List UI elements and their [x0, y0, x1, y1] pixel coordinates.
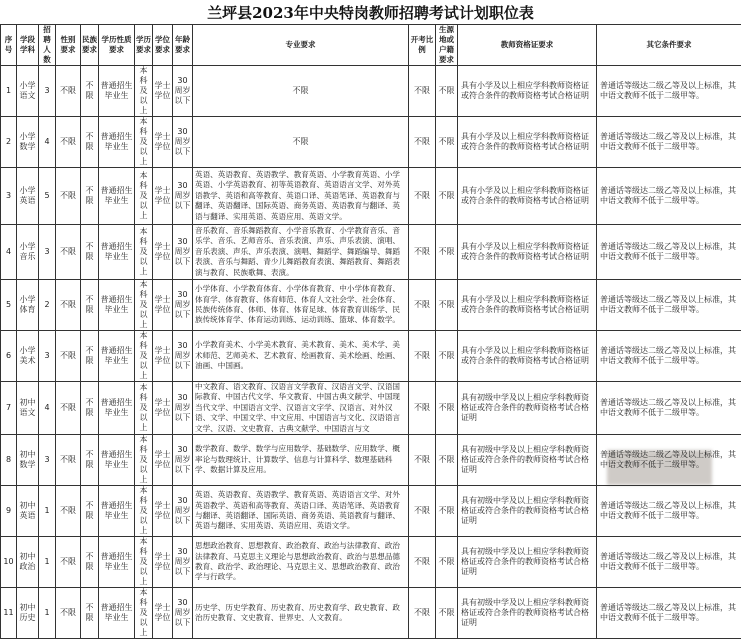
degree: 学士学位: [153, 331, 173, 382]
age: 30周岁以下: [173, 331, 193, 382]
education-type: 普通招生毕业生: [99, 588, 135, 639]
row-no: 7: [1, 382, 17, 435]
exam-ratio: 不限: [409, 537, 436, 588]
table-row: [1, 435, 741, 486]
header-origin: 生源地或户籍要求: [436, 25, 458, 66]
teacher-cert: 具有小学及以上相应学科教师资格证或符合条件的教师资格考试合格证明: [458, 117, 597, 168]
gender: 不限: [56, 588, 81, 639]
header-other: 其它条件要求: [597, 25, 741, 66]
age: 30周岁以下: [173, 486, 193, 537]
other-requirements: 普通话等级达二级乙等及以上标准，其中语文教师不低于二级甲等。: [597, 331, 741, 382]
degree: 学士学位: [153, 486, 173, 537]
other-requirements: 普通话等级达二级乙等及以上标准，其中语文教师不低于二级甲等。: [597, 486, 741, 537]
count: 2: [39, 280, 56, 331]
degree: 学士学位: [153, 117, 173, 168]
degree: 学士学位: [153, 537, 173, 588]
degree: 学士学位: [153, 435, 173, 486]
gender: 不限: [56, 168, 81, 225]
degree: 学士学位: [153, 168, 173, 225]
age: 30周岁以下: [173, 66, 193, 117]
subject: 小学英语: [17, 168, 39, 225]
ethnicity: 不限: [81, 117, 99, 168]
education: 本科及以上: [135, 66, 153, 117]
education: 本科及以上: [135, 117, 153, 168]
other-requirements: 普通话等级达二级乙等及以上标准，其中语文教师不低于二级甲等。: [597, 280, 741, 331]
teacher-cert: 具有初级中学及以上相应学科教师资格证或符合条件的教师资格考试合格证明: [458, 537, 597, 588]
ethnicity: 不限: [81, 168, 99, 225]
other-requirements: 普通话等级达二级乙等及以上标准，其中语文教师不低于二级甲等。: [597, 168, 741, 225]
header-exam-ratio: 开考比例: [409, 25, 436, 66]
ethnicity: 不限: [81, 66, 99, 117]
teacher-cert: 具有小学及以上相应学科教师资格证或符合条件的教师资格考试合格证明: [458, 66, 597, 117]
gender: 不限: [56, 225, 81, 280]
major: 小学教育美术、小学美术教育、美术教育、美术、美术学、美术师范、艺师美术、艺术教育、绘画教育、美术绘画、绘画、油画、中国画。: [193, 331, 409, 382]
other-requirements: 普通话等级达二级乙等及以上标准，其中语文教师不低于二级甲等。: [597, 435, 741, 486]
teacher-cert: 具有小学及以上相应学科教师资格证或符合条件的教师资格考试合格证明: [458, 280, 597, 331]
education: 本科及以上: [135, 486, 153, 537]
row-no: 10: [1, 537, 17, 588]
origin: 不限: [436, 331, 458, 382]
subject: 小学体育: [17, 280, 39, 331]
teacher-cert: 具有初级中学及以上相应学科教师资格证或符合条件的教师资格考试合格证明: [458, 435, 597, 486]
table-row: [1, 225, 741, 280]
exam-ratio: 不限: [409, 435, 436, 486]
education: 本科及以上: [135, 168, 153, 225]
exam-ratio: 不限: [409, 331, 436, 382]
major: 数学教育、数学、数学与应用数学、基础数学、应用数学、概率论与数理统计、计算数学、信息与计算科学、数理基础科学、数据计算及应用。: [193, 435, 409, 486]
subject: 初中政治: [17, 537, 39, 588]
position-table: [0, 24, 741, 639]
page-title: 兰坪县2023年中央特岗教师招聘考试计划职位表: [0, 0, 741, 24]
header-row: [1, 25, 741, 66]
table-row: [1, 117, 741, 168]
count: 5: [39, 168, 56, 225]
count: 4: [39, 382, 56, 435]
major: 思想政治教育、思想教育、政治教育、政治与法律教育、政治法律教育、马克思主义理论与思想政治教育、政治与思想品德教育、政治学、政治理论、马克思主义、思想政治教育、政治学与行政学。: [193, 537, 409, 588]
subject: 小学数学: [17, 117, 39, 168]
major: 英语、英语教育、英语教学、教育英语、小学教育英语、小学英语、小学英语教育、初等英语教育、英语语言文学、对外英语教学、英语和高等教育、英语口译、英语笔译、英语教育与翻译、英语翻译、国际英语、商务英语、英语教育与翻译、英语与翻译、实用英语、英语应用、英语文学。: [193, 168, 409, 225]
count: 1: [39, 537, 56, 588]
education: 本科及以上: [135, 280, 153, 331]
row-no: 9: [1, 486, 17, 537]
other-requirements: 普通话等级达二级乙等及以上标准，其中语文教师不低于二级甲等。: [597, 588, 741, 639]
exam-ratio: 不限: [409, 225, 436, 280]
origin: 不限: [436, 117, 458, 168]
table-row: [1, 486, 741, 537]
table-row: [1, 331, 741, 382]
ethnicity: 不限: [81, 225, 99, 280]
origin: 不限: [436, 280, 458, 331]
row-no: 4: [1, 225, 17, 280]
exam-ratio: 不限: [409, 66, 436, 117]
age: 30周岁以下: [173, 382, 193, 435]
ethnicity: 不限: [81, 537, 99, 588]
other-requirements: 普通话等级达二级乙等及以上标准，其中语文教师不低于二级甲等。: [597, 225, 741, 280]
gender: 不限: [56, 280, 81, 331]
ethnicity: 不限: [81, 280, 99, 331]
exam-ratio: 不限: [409, 382, 436, 435]
education: 本科及以上: [135, 537, 153, 588]
table-row: [1, 280, 741, 331]
exam-ratio: 不限: [409, 168, 436, 225]
gender: 不限: [56, 382, 81, 435]
subject: 初中历史: [17, 588, 39, 639]
other-requirements: 普通话等级达二级乙等及以上标准，其中语文教师不低于二级甲等。: [597, 66, 741, 117]
teacher-cert: 具有初级中学及以上相应学科教师资格证或符合条件的教师资格考试合格证明: [458, 588, 597, 639]
education-type: 普通招生毕业生: [99, 280, 135, 331]
age: 30周岁以下: [173, 168, 193, 225]
degree: 学士学位: [153, 280, 173, 331]
age: 30周岁以下: [173, 280, 193, 331]
major: 小学体育、小学教育体育、小学体育教育、中小学体育教育、体育学、体育教育、体育师范、体育人文社会学、社会体育、民族传统体育、体师、体育、体育足球、体育教育训练学、民族传统体育学、体育运动训练、运动训练、篮球、体育数学。: [193, 280, 409, 331]
row-no: 5: [1, 280, 17, 331]
header-degree: 学位要求: [153, 25, 173, 66]
degree: 学士学位: [153, 588, 173, 639]
ethnicity: 不限: [81, 331, 99, 382]
teacher-cert: 具有小学及以上相应学科教师资格证或符合条件的教师资格考试合格证明: [458, 331, 597, 382]
other-requirements: 普通话等级达二级乙等及以上标准，其中语文教师不低于二级甲等。: [597, 537, 741, 588]
table-row: [1, 168, 741, 225]
subject: 初中数学: [17, 435, 39, 486]
ethnicity: 不限: [81, 486, 99, 537]
origin: 不限: [436, 168, 458, 225]
count: 3: [39, 66, 56, 117]
major: 中文教育、语文教育、汉语言文学教育、汉语言文学、汉语国际教育、中国古代文学、华文教育、中国古典文献学、中国现当代文学、中国语言文学、汉语言文字学、汉语言、对外汉语、文学、中国文学、中文应用、中国语言与文化、汉语语言文学、汉语、文史教育、古典文献学、中国语言与文: [193, 382, 409, 435]
count: 3: [39, 225, 56, 280]
education-type: 普通招生毕业生: [99, 66, 135, 117]
origin: 不限: [436, 66, 458, 117]
gender: 不限: [56, 435, 81, 486]
education: 本科及以上: [135, 382, 153, 435]
degree: 学士学位: [153, 225, 173, 280]
origin: 不限: [436, 382, 458, 435]
ethnicity: 不限: [81, 588, 99, 639]
age: 30周岁以下: [173, 435, 193, 486]
education-type: 普通招生毕业生: [99, 331, 135, 382]
table-row: [1, 537, 741, 588]
education-type: 普通招生毕业生: [99, 168, 135, 225]
header-subject: 学段学科: [17, 25, 39, 66]
age: 30周岁以下: [173, 588, 193, 639]
origin: 不限: [436, 486, 458, 537]
education-type: 普通招生毕业生: [99, 382, 135, 435]
teacher-cert: 具有初级中学及以上相应学科教师资格证或符合条件的教师资格考试合格证明: [458, 486, 597, 537]
header-gender: 性别要求: [56, 25, 81, 66]
row-no: 8: [1, 435, 17, 486]
education-type: 普通招生毕业生: [99, 486, 135, 537]
gender: 不限: [56, 486, 81, 537]
table-row: [1, 66, 741, 117]
major: 不限: [193, 66, 409, 117]
degree: 学士学位: [153, 382, 173, 435]
education-type: 普通招生毕业生: [99, 435, 135, 486]
major: 历史学、历史学教育、历史教育、历史教育学、政史教育、政治历史教育、文史教育、世界史、人文教育。: [193, 588, 409, 639]
age: 30周岁以下: [173, 537, 193, 588]
other-requirements: 普通话等级达二级乙等及以上标准，其中语文教师不低于二级甲等。: [597, 382, 741, 435]
row-no: 11: [1, 588, 17, 639]
header-major: 专业要求: [193, 25, 409, 66]
origin: 不限: [436, 435, 458, 486]
teacher-cert: 具有初级中学及以上相应学科教师资格证或符合条件的教师资格考试合格证明: [458, 382, 597, 435]
gender: 不限: [56, 66, 81, 117]
row-no: 6: [1, 331, 17, 382]
row-no: 2: [1, 117, 17, 168]
subject: 小学音乐: [17, 225, 39, 280]
exam-ratio: 不限: [409, 117, 436, 168]
teacher-cert: 具有小学及以上相应学科教师资格证或符合条件的教师资格考试合格证明: [458, 225, 597, 280]
origin: 不限: [436, 225, 458, 280]
subject: 初中英语: [17, 486, 39, 537]
education-type: 普通招生毕业生: [99, 225, 135, 280]
education: 本科及以上: [135, 225, 153, 280]
count: 1: [39, 486, 56, 537]
count: 3: [39, 331, 56, 382]
education: 本科及以上: [135, 331, 153, 382]
header-no: 序号: [1, 25, 17, 66]
gender: 不限: [56, 117, 81, 168]
exam-ratio: 不限: [409, 280, 436, 331]
row-no: 3: [1, 168, 17, 225]
other-requirements: 普通话等级达二级乙等及以上标准，其中语文教师不低于二级甲等。: [597, 117, 741, 168]
count: 1: [39, 588, 56, 639]
table-row: [1, 588, 741, 639]
ethnicity: 不限: [81, 435, 99, 486]
major: 音乐教育、音乐舞蹈教育、小学音乐教育、小学教育音乐、音乐学、音乐、艺师音乐、音乐表演、声乐、声乐表演、演唱、音乐表演、声乐、声乐表演、演唱、舞蹈学、舞蹈编导、舞蹈表演、音乐与舞蹈、青少儿舞蹈教育表演、舞蹈教育、舞蹈表演与教育、民族歌舞、表演。: [193, 225, 409, 280]
gender: 不限: [56, 537, 81, 588]
education-type: 普通招生毕业生: [99, 537, 135, 588]
ethnicity: 不限: [81, 382, 99, 435]
education-type: 普通招生毕业生: [99, 117, 135, 168]
teacher-cert: 具有小学及以上相应学科教师资格证或符合条件的教师资格考试合格证明: [458, 168, 597, 225]
header-education-type: 学历性质要求: [99, 25, 135, 66]
origin: 不限: [436, 537, 458, 588]
row-no: 1: [1, 66, 17, 117]
subject: 初中语文: [17, 382, 39, 435]
degree: 学士学位: [153, 66, 173, 117]
gender: 不限: [56, 331, 81, 382]
subject: 小学美术: [17, 331, 39, 382]
header-ethnicity: 民族要求: [81, 25, 99, 66]
header-teacher-cert: 教师资格证要求: [458, 25, 597, 66]
header-education: 学历要求: [135, 25, 153, 66]
header-count: 招聘人数: [39, 25, 56, 66]
origin: 不限: [436, 588, 458, 639]
header-age: 年龄要求: [173, 25, 193, 66]
education: 本科及以上: [135, 435, 153, 486]
education: 本科及以上: [135, 588, 153, 639]
count: 4: [39, 117, 56, 168]
count: 3: [39, 435, 56, 486]
major: 不限: [193, 117, 409, 168]
age: 30周岁以下: [173, 117, 193, 168]
table-row: [1, 382, 741, 435]
exam-ratio: 不限: [409, 486, 436, 537]
subject: 小学语文: [17, 66, 39, 117]
major: 英语、英语教育、英语教学、教育英语、英语语言文学、对外英语教学、英语和高等教育、英语口译、英语笔译、英语教育与翻译、英语翻译、国际英语、商务英语、英语教育与翻译、英语与翻译、实用英语、英语应用、英语文学。: [193, 486, 409, 537]
age: 30周岁以下: [173, 225, 193, 280]
exam-ratio: 不限: [409, 588, 436, 639]
